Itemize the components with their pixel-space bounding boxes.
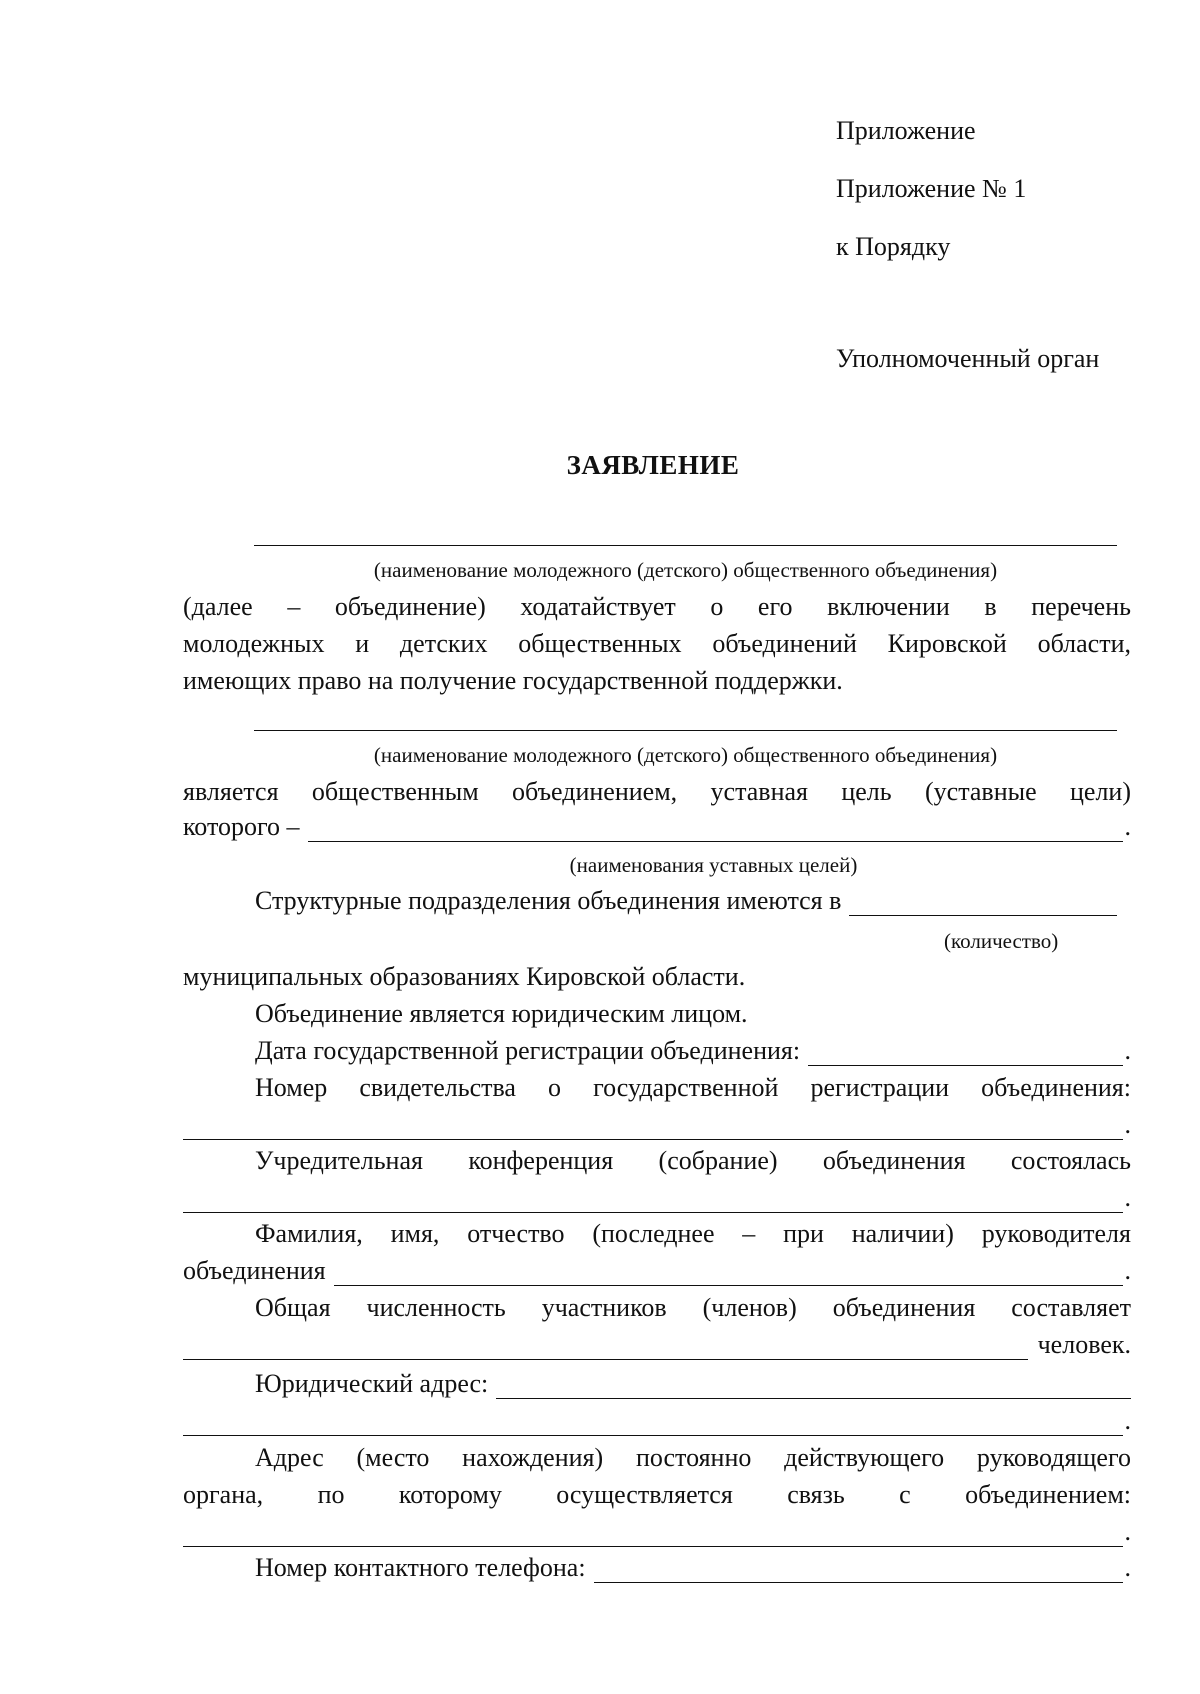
structure-quantity-field[interactable] <box>849 889 1117 916</box>
registration-date-field[interactable] <box>808 1039 1122 1066</box>
goals-label: которого – <box>183 812 300 841</box>
certificate-label: Номер свидетельства о государственной регистрации объединения: <box>255 1073 1131 1102</box>
certificate-number-field[interactable] <box>183 1113 1123 1140</box>
legal-address-label: Юридический адрес: <box>255 1369 489 1398</box>
goals-hint: (наименования уставных целей) <box>569 853 858 877</box>
appendix-number: Приложение № 1 <box>836 174 1027 203</box>
phone-label: Номер контактного телефона: <box>255 1553 586 1582</box>
goals-field[interactable] <box>308 815 1123 842</box>
legal-address-row <box>255 1369 1131 1399</box>
para1-line1: (далее – объединение) ходатайствует о его включении в перечень <box>183 592 1131 621</box>
office-address-row: . <box>183 1517 1131 1547</box>
quantity-hint: (количество) <box>944 929 1059 953</box>
legal-address-row-2: . <box>183 1406 1131 1436</box>
office-address-field[interactable] <box>183 1520 1123 1547</box>
org-name-field-2[interactable] <box>254 730 1117 731</box>
head-label-continuation: объединения <box>183 1256 326 1285</box>
org-name-field-1[interactable] <box>254 545 1117 546</box>
legal-entity-statement: Объединение является юридическим лицом. <box>255 999 748 1028</box>
conference-row: . <box>183 1183 1131 1213</box>
conference-label: Учредительная конференция (собрание) объединения состоялась <box>255 1146 1131 1175</box>
head-row: объединения . <box>183 1256 1131 1285</box>
appendix-label: Приложение <box>836 116 976 145</box>
office-address-label: Адрес (место нахождения) постоянно действующего руководящего <box>255 1443 1131 1472</box>
para1-line2: молодежных и детских общественных объединений Кировской области, <box>183 629 1131 658</box>
legal-address-field-2[interactable] <box>183 1409 1123 1436</box>
structure-row <box>255 886 1117 916</box>
appendix-reference: к Порядку <box>836 232 951 261</box>
members-unit: человек. <box>1037 1330 1131 1359</box>
registration-date-row: Дата государственной регистрации объединения: . <box>255 1036 1131 1065</box>
org-name-hint-1: (наименование молодежного (детского) общественного объединения) <box>373 558 998 582</box>
recipient-authority: Уполномоченный орган <box>836 344 1100 373</box>
phone-row: Номер контактного телефона: . <box>255 1553 1131 1582</box>
members-label: Общая численность участников (членов) объединения составляет <box>255 1293 1131 1322</box>
para1-line3: имеющих право на получение государственной поддержки. <box>183 666 843 695</box>
members-row <box>183 1330 1131 1360</box>
head-name-field[interactable] <box>334 1259 1123 1286</box>
structure-label: Структурные подразделения объединения имеются в <box>255 886 842 915</box>
certificate-row: . <box>183 1110 1131 1140</box>
para2-line1: является общественным объединением, уставная цель (уставные цели) <box>183 777 1131 806</box>
registration-date-label: Дата государственной регистрации объединения: <box>255 1036 801 1065</box>
document-title: ЗАЯВЛЕНИЕ <box>566 450 740 480</box>
conference-date-field[interactable] <box>183 1186 1123 1213</box>
head-label: Фамилия, имя, отчество (последнее – при наличии) руководителя <box>255 1219 1131 1248</box>
legal-address-field[interactable] <box>496 1372 1131 1399</box>
org-name-hint-2: (наименование молодежного (детского) общественного объединения) <box>373 743 998 767</box>
structure-continuation: муниципальных образованиях Кировской области. <box>183 962 746 991</box>
office-address-label-2: органа, по которому осуществляется связь с объединением: <box>183 1480 1131 1509</box>
goals-row: которого – . <box>183 812 1131 841</box>
members-count-field[interactable] <box>183 1333 1028 1360</box>
phone-field[interactable] <box>594 1556 1123 1583</box>
